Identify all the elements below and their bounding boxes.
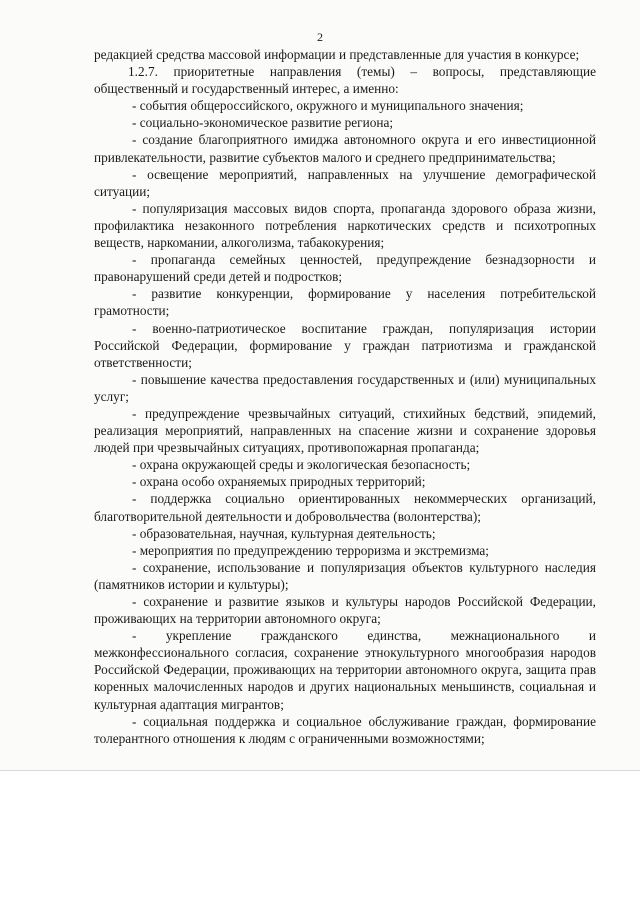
paragraph: - события общероссийского, окружного и муниципального значения; — [132, 98, 524, 114]
paragraph: - предупреждение чрезвычайных ситуаций, стихийных бедствий, эпидемий, реализация мероприятий, направленных на спасение жизни и сохранение здоровья людей при чрезвычайных ситуациях, противопожарная пропаганда; — [94, 405, 596, 456]
paragraph: - социально-экономическое развитие региона; — [132, 115, 394, 131]
paragraph: - поддержка социально ориентированных некоммерческих организаций, благотворительной деятельности и добровольчества (волонтерства); — [94, 491, 596, 524]
paragraph: - сохранение и развитие языков и культуры народов Российской Федерации, проживающих на территории автономного округа; — [94, 594, 596, 627]
paragraph: 1.2.7. приоритетные направления (темы) – вопросы, представляющие общественный и государственный интерес, а именно: — [94, 64, 596, 97]
page-number: 2 — [317, 30, 323, 44]
paragraph: - сохранение, использование и популяризация объектов культурного наследия (памятников истории и культуры); — [94, 559, 596, 592]
paragraph: - освещение мероприятий, направленных на улучшение демографической ситуации; — [94, 166, 596, 199]
paragraph: - укрепление гражданского единства, межнационального и межконфессионального согласия, сохранение этнокультурного многообразия народов Российской Федерации, проживающих на территории автономного округа, защита прав коренных малочисленных народов и других национальных меньшинств, социальная и культурная адаптация мигрантов; — [94, 628, 596, 712]
paragraph: - охрана окружающей среды и экологическая безопасность; — [132, 457, 471, 473]
paragraph: - образовательная, научная, культурная деятельность; — [132, 525, 436, 541]
paragraph: - социальная поддержка и социальное обслуживание граждан, формирование толерантного отношения к людям с ограниченными возможностями; — [94, 713, 596, 746]
paragraph: - мероприятия по предупреждению терроризма и экстремизма; — [132, 542, 489, 558]
paragraph: - военно-патриотическое воспитание граждан, популяризация истории Российской Федерации, формирование у граждан патриотизма и гражданской ответственности; — [94, 320, 596, 370]
paragraph: редакцией средства массовой информации и представленные для участия в конкурсе; — [94, 47, 580, 62]
paragraph: - повышение качества предоставления государственных и (или) муниципальных услуг; — [94, 371, 596, 404]
paragraph: - охрана особо охраняемых природных территорий; — [132, 474, 426, 490]
paragraph: - развитие конкуренции, формирование у населения потребительской грамотности; — [94, 286, 596, 319]
paragraph: - создание благоприятного имиджа автономного округа и его инвестиционной привлекательности, развитие субъектов малого и среднего предпринимательства; — [94, 132, 596, 165]
paragraph: - популяризация массовых видов спорта, пропаганда здорового образа жизни, профилактика незаконного потребления наркотических средств и психотропных веществ, наркомании, алкоголизма, табакокурения; — [94, 200, 596, 251]
paragraph: - пропаганда семейных ценностей, предупреждение безнадзорности и правонарушений среди детей и подростков; — [94, 252, 596, 285]
document-body — [94, 46, 596, 747]
